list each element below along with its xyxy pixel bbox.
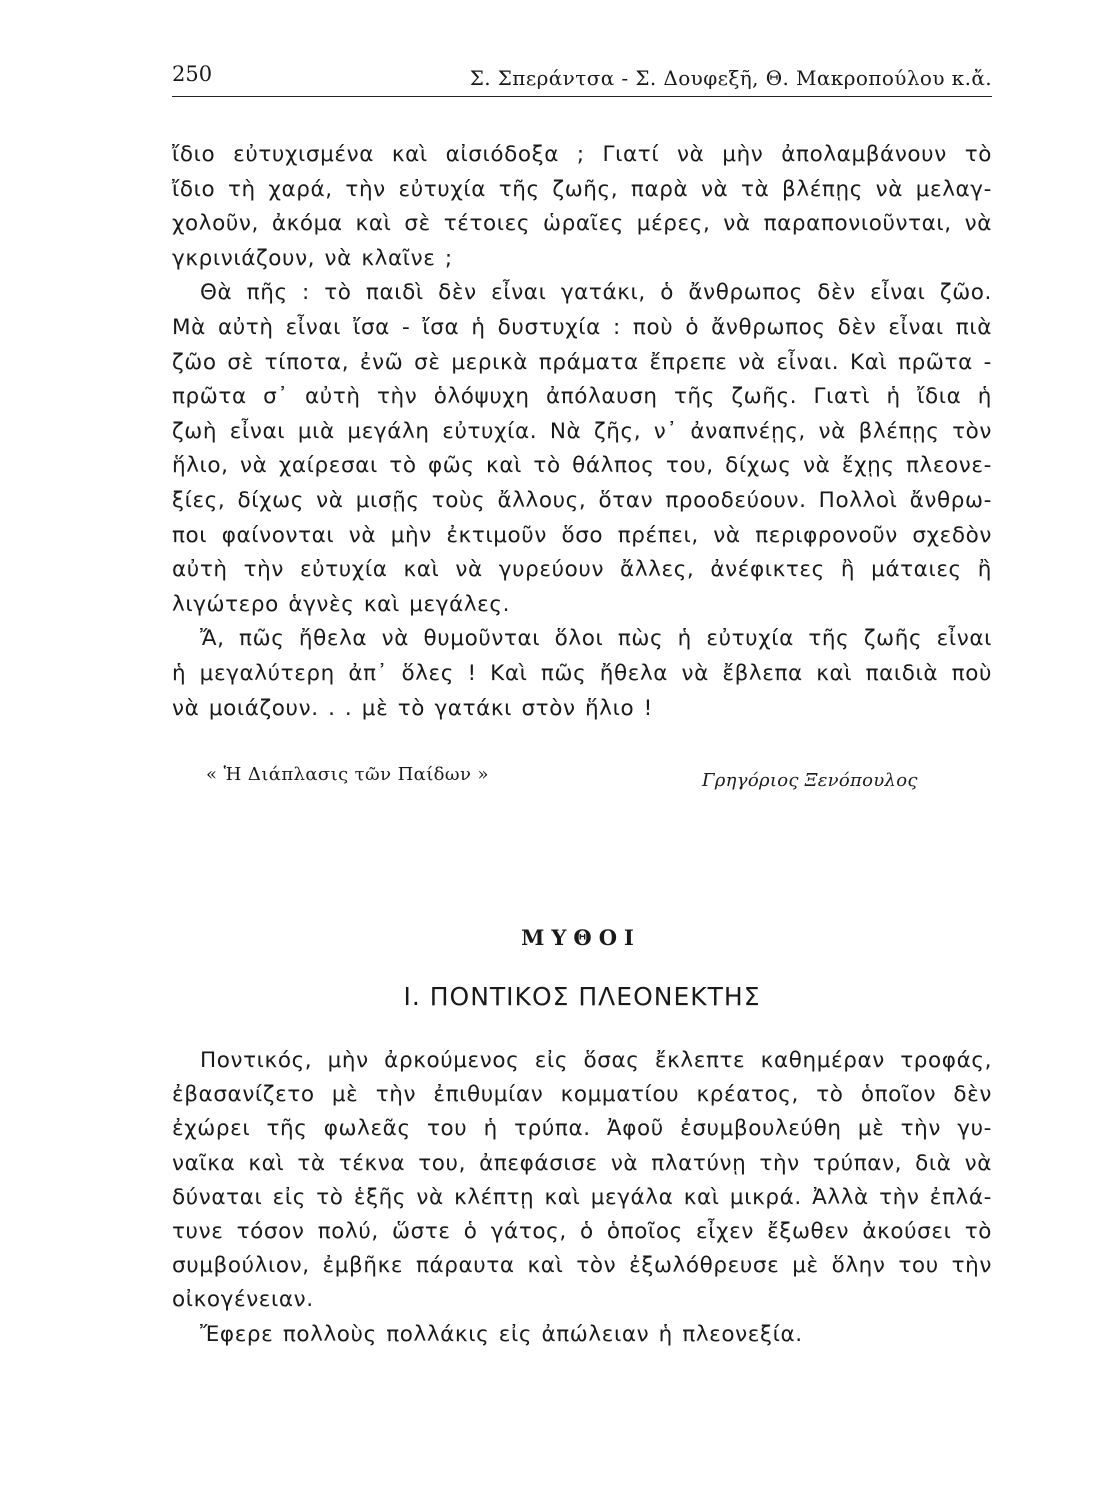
text-line: αὐτὴ τὴν εὐτυχία καὶ νὰ γυρεύουν ἄλλες, ἀνέφικτες ἢ μάταιες ἢ	[172, 557, 992, 583]
text-line: ἡ μεγαλύτερη ἀπ᾿ ὅλες ! Καὶ πῶς ἤθελα νὰ ἔβλεπα καὶ παιδιὰ ποὺ	[172, 660, 992, 686]
text-line: χολοῦν, ἀκόμα καὶ σὲ τέτοιες ὡραῖες μέρες, νὰ παραπονιοῦνται, νὰ	[172, 211, 992, 237]
text-line: ζωὴ εἶναι μιὰ μεγάλη εὐτυχία. Νὰ ζῆς, ν᾿ ἀναπνέῃς, νὰ βλέπῃς τὸν	[172, 418, 992, 444]
text-line: συμβούλιον, ἐμβῆκε πάραυτα καὶ τὸν ἐξωλόθρευσε μὲ ὅλην του τὴν	[172, 1253, 992, 1279]
section-title: ΜΥΘΟΙ	[521, 925, 641, 950]
header-authors: Σ. Σπεράντσα - Σ. Δουφεξῆ, Θ. Μακροπούλου κ.ἄ.	[469, 66, 992, 90]
text-line: ζῶο σὲ τίποτα, ἐνῶ σὲ μερικὰ πράματα ἔπρεπε νὰ εἶναι. Καὶ πρῶτα -	[172, 349, 992, 375]
text-line: ναῖκα καὶ τὰ τέκνα του, ἀπεφάσισε νὰ πλατύνῃ τὴν τρύπαν, διὰ νὰ	[172, 1150, 992, 1176]
text-line: ἴδιο εὐτυχισμένα καὶ αἰσιόδοξα ; Γιατί νὰ μὴν ἀπολαμβάνουν τὸ	[172, 142, 992, 167]
text-line: τυνε τόσον πολύ, ὥστε ὁ γάτος, ὁ ὁποῖος εἶχεν ἔξωθεν ἀκούσει τὸ	[172, 1218, 992, 1244]
text-line: Θὰ πῆς : τὸ παιδὶ δὲν εἶναι γατάκι, ὁ ἄνθρωπος δὲν εἶναι ζῶο.	[200, 280, 992, 306]
text-line: ἐβασανίζετο μὲ τὴν ἐπιθυμίαν κομματίου κρέατος, τὸ ὁποῖον δὲν	[172, 1082, 992, 1108]
header-rule	[172, 96, 992, 97]
text-line: ξίες, δίχως νὰ μισῇς τοὺς ἄλλους, ὅταν προοδεύουν. Πολλοὶ ἄνθρω-	[172, 487, 992, 513]
author-signature: Γρηγόριος Ξενόπουλος	[702, 770, 918, 791]
text-line: ἥλιο, νὰ χαίρεσαι τὸ φῶς καὶ τὸ θάλπος του, δίχως νὰ ἔχῃς πλεονε-	[172, 453, 992, 479]
text-line: Μὰ αὐτὴ εἶναι ἴσα - ἴσα ἡ δυστυχία : ποὺ ὁ ἄνθρωπος δὲν εἶναι πιὰ	[172, 314, 992, 340]
text-line: οἰκογένειαν.	[172, 1287, 314, 1313]
page-number: 250	[172, 62, 213, 86]
fable-text	[172, 1044, 992, 1352]
text-line: ἴδιο τὴ χαρά, τὴν εὐτυχία τῆς ζωῆς, παρὰ νὰ τὰ βλέπῃς νὰ μελαγ-	[172, 176, 992, 202]
passage-text	[172, 138, 992, 726]
text-line: ποι φαίνονται νὰ μὴν ἐκτιμοῦν ὅσο πρέπει, νὰ περιφρονοῦν σχεδὸν	[172, 522, 992, 548]
text-line: νὰ μοιάζουν. . . μὲ τὸ γατάκι στὸν ἥλιο !	[172, 695, 653, 721]
text-line: Ποντικός, μὴν ἀρκούμενος εἰς ὅσας ἔκλεπτε καθημέραν τροφάς,	[200, 1048, 992, 1073]
running-header	[172, 62, 992, 98]
source-citation: « Ἡ Διάπλασις τῶν Παίδων »	[206, 764, 489, 785]
text-line: Ἄ, πῶς ἤθελα νὰ θυμοῦνται ὅλοι πὼς ἡ εὐτυχία τῆς ζωῆς εἶναι	[200, 626, 992, 652]
text-line: πρῶτα σ᾿ αὐτὴ τὴν ὁλόψυχη ἀπόλαυση τῆς ζωῆς. Γιατὶ ἡ ἴδια ἡ	[172, 384, 992, 410]
text-line: Ἔφερε πολλοὺς πολλάκις εἰς ἀπώλειαν ἡ πλεονεξία.	[200, 1321, 803, 1347]
text-line: λιγώτερο ἁγνὲς καὶ μεγάλες.	[172, 591, 511, 617]
text-line: δύναται εἰς τὸ ἑξῆς νὰ κλέπτῃ καὶ μεγάλα καὶ μικρά. Ἀλλὰ τὴν ἐπλά-	[172, 1184, 992, 1210]
text-line: γκρινιάζουν, νὰ κλαῖνε ;	[172, 245, 453, 271]
text-line: ἐχώρει τῆς φωλεᾶς του ἡ τρύπα. Ἀφοῦ ἐσυμβουλεύθη μὲ τὴν γυ-	[172, 1116, 992, 1142]
fable-title: I. ΠΟΝΤΙΚΟΣ ΠΛΕΟΝΕΚΤΗΣ	[403, 982, 761, 1011]
